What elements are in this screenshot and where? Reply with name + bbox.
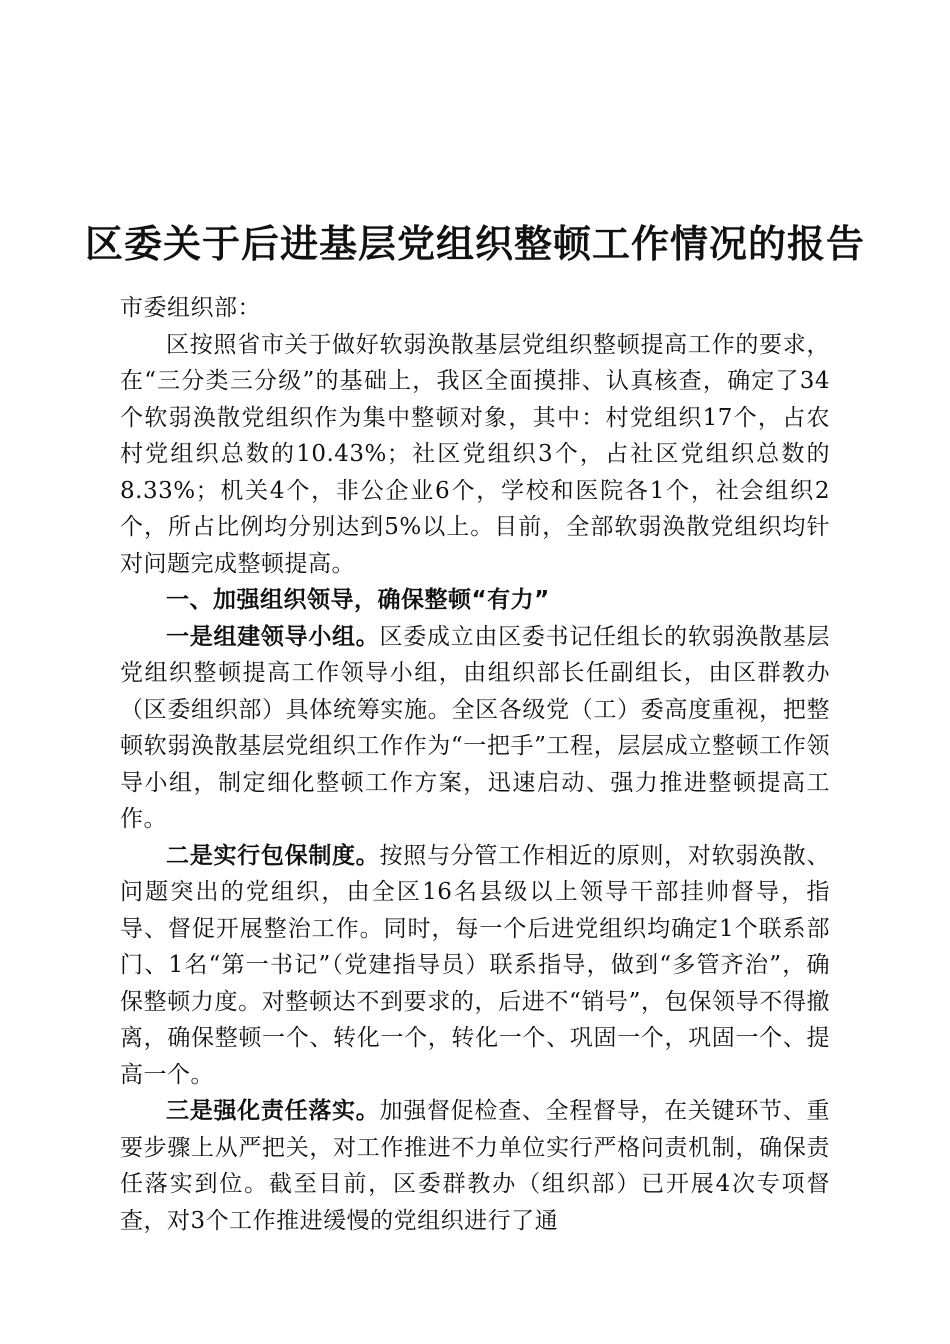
item-2-lead: 二是实行包保制度。: [166, 841, 380, 869]
paragraph-item-1: [120, 619, 830, 838]
item-2-text: 按照与分管工作相近的原则，对软弱涣散、问题突出的党组织，由全区16名县级以上领导干部挂帅督导，指导、督促开展整治工作。同时，每一个后进党组织均确定1个联系部门、1名“第一书记”（党建指导员）联系指导，做到“多管齐治”，确保整顿力度。对整顿达不到要求的，后进不“销号”，包保领导不得撤离，确保整顿一个、转化一个，转化一个、巩固一个，巩固一个、提高一个。: [120, 842, 831, 1088]
item-1-lead: 一是组建领导小组。: [166, 622, 380, 650]
document-body: [120, 290, 830, 1239]
item-3-text: 加强督促检查、全程督导，在关键环节、重要步骤上从严把关，对工作推进不力单位实行严格问责机制，确保责任落实到位。截至目前，区委群教办（组织部）已开展4次专项督查，对3个工作推进缓慢的党组织进行了通: [120, 1098, 831, 1234]
salutation: 市委组织部：: [120, 295, 261, 321]
section-heading: 一、加强组织领导，确保整顿“有力”: [166, 587, 550, 613]
intro-paragraph: 区按照省市关于做好软弱涣散基层党组织整顿提高工作的要求，在“三分类三分级”的基础上，我区全面摸排、认真核查，确定了34个软弱涣散党组织作为集中整顿对象，其中：村党组织17个，占农村党组织总数的10.43%；社区党组织3个，占社区党组织总数的8.33%；机关4个，非公企业6个，学校和医院各1个，社会组织2个，所占比例均分别达到5%以上。目前，全部软弱涣散党组织均针对问题完成整顿提高。: [120, 331, 830, 577]
document-title: 区委关于后进基层党组织整顿工作情况的报告: [84, 221, 865, 267]
paragraph-item-3: [120, 1093, 830, 1239]
paragraph-item-2: [120, 838, 830, 1094]
item-1-text: 区委成立由区委书记任组长的软弱涣散基层党组织整顿提高工作领导小组，由组织部长任副组长，由区群教办（区委组织部）具体统筹实施。全区各级党（工）委高度重视，把整顿软弱涣散基层党组织工作作为“一把手”工程，层层成立整顿工作领导小组，制定细化整顿工作方案，迅速启动、强力推进整顿提高工作。: [120, 623, 831, 832]
item-3-lead: 三是强化责任落实。: [166, 1097, 380, 1124]
